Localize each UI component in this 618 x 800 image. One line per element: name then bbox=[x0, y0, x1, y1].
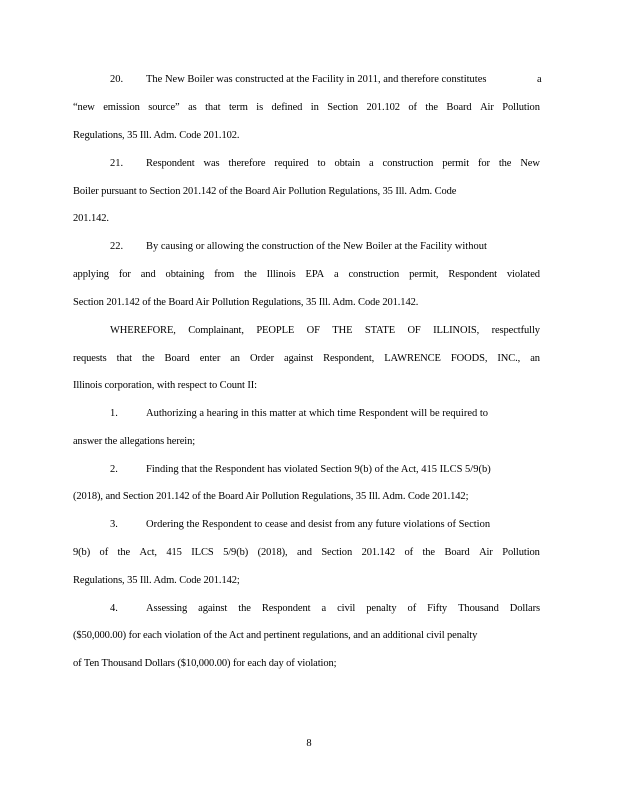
word: of bbox=[408, 102, 417, 113]
word: ILLINOIS, bbox=[433, 325, 480, 336]
paragraph-line: of Ten Thousand Dollars ($10,000.00) for each day of violation; bbox=[73, 658, 337, 669]
word: Air bbox=[480, 102, 494, 113]
word: Respondent bbox=[448, 269, 497, 280]
paragraph-line: Boiler pursuant to Section 201.142 of the Board Air Pollution Regulations, 35 Ill. Adm. Code bbox=[73, 186, 457, 197]
word: civil bbox=[337, 603, 356, 614]
word: WHEREFORE, bbox=[110, 325, 176, 336]
word: Pollution bbox=[502, 547, 540, 558]
word: therefore bbox=[228, 158, 266, 169]
word: of bbox=[404, 547, 413, 558]
word: Act, bbox=[139, 547, 157, 558]
word: PEOPLE bbox=[256, 325, 295, 336]
paragraph-line: ($50,000.00) for each violation of the Act and pertinent regulations, and an additional civil penalty bbox=[73, 630, 478, 641]
word: is bbox=[256, 102, 264, 113]
word: that bbox=[116, 353, 132, 364]
word: a bbox=[369, 158, 374, 169]
word: was bbox=[203, 158, 220, 169]
word: the bbox=[117, 547, 131, 558]
word: Board bbox=[444, 547, 470, 558]
word: Fifty bbox=[427, 603, 448, 614]
word: from bbox=[214, 269, 235, 280]
word: permit bbox=[442, 158, 470, 169]
word: applying bbox=[73, 269, 109, 280]
word: obtain bbox=[334, 158, 361, 169]
word: Assessing bbox=[146, 603, 188, 614]
paragraph-line bbox=[110, 324, 540, 337]
word: 201.102 bbox=[366, 102, 400, 113]
word: violated bbox=[506, 269, 540, 280]
word: the bbox=[244, 269, 257, 280]
word: the bbox=[425, 102, 438, 113]
word: Order bbox=[249, 353, 274, 364]
word: of bbox=[99, 547, 109, 558]
word: 9(b) bbox=[73, 547, 91, 558]
paragraph-number: 20. bbox=[110, 74, 124, 85]
word: term bbox=[228, 102, 248, 113]
word: construction bbox=[348, 269, 400, 280]
word: 201.142 bbox=[361, 547, 395, 558]
word: Complainant, bbox=[188, 325, 244, 336]
word: Respondent bbox=[261, 603, 311, 614]
paragraph-line: answer the allegations herein; bbox=[73, 436, 196, 447]
word: Pollution bbox=[502, 102, 540, 113]
page-number: 8 bbox=[306, 738, 312, 749]
word: permit, bbox=[409, 269, 439, 280]
item-text: Ordering the Respondent to cease and desist from any future violations of Section bbox=[146, 519, 491, 530]
word: as bbox=[188, 102, 197, 113]
word: EPA bbox=[305, 269, 325, 280]
word: Board bbox=[164, 353, 190, 364]
word: against bbox=[284, 353, 314, 364]
word: (2018), bbox=[257, 547, 288, 558]
paragraph-number: 21. bbox=[110, 158, 124, 169]
paragraph-line: Illinois corporation, with respect to Count II: bbox=[73, 380, 257, 391]
word: the bbox=[422, 547, 435, 558]
paragraph-line bbox=[73, 101, 540, 114]
word: defined bbox=[271, 102, 303, 113]
word: for bbox=[118, 269, 131, 280]
word: to bbox=[317, 158, 326, 169]
word: an bbox=[230, 353, 240, 364]
word: penalty bbox=[366, 603, 397, 614]
word: Section bbox=[321, 547, 353, 558]
word: respectfully bbox=[491, 325, 540, 336]
paragraph-text: By causing or allowing the construction of the New Boiler at the Facility without bbox=[146, 241, 487, 252]
word: INC., bbox=[497, 353, 521, 364]
word: OF bbox=[407, 325, 421, 336]
word: ILCS bbox=[191, 547, 214, 558]
word: OF bbox=[306, 325, 320, 336]
word: obtaining bbox=[165, 269, 205, 280]
paragraph-line bbox=[146, 602, 540, 615]
paragraph-line bbox=[73, 352, 540, 365]
word: of bbox=[407, 603, 417, 614]
paragraph-line: Section 201.142 of the Board Air Pollution Regulations, 35 Ill. Adm. Code 201.142. bbox=[73, 297, 419, 308]
word: Board bbox=[446, 102, 472, 113]
item-text: Finding that the Respondent has violated Section 9(b) of the Act, 415 ILCS 5/9(b) bbox=[146, 464, 491, 475]
word: Thousand bbox=[458, 603, 499, 614]
word: requests bbox=[73, 353, 107, 364]
word: STATE bbox=[364, 325, 396, 336]
paragraph-line: (2018), and Section 201.142 of the Board Air Pollution Regulations, 35 Ill. Adm. Code 201.142; bbox=[73, 491, 469, 502]
word: emission bbox=[103, 102, 140, 113]
word: the bbox=[498, 158, 512, 169]
word: FOODS, bbox=[450, 353, 488, 364]
word: Respondent bbox=[146, 158, 195, 169]
paragraph-line: Regulations, 35 Ill. Adm. Code 201.142; bbox=[73, 575, 240, 586]
paragraph-line: Regulations, 35 Ill. Adm. Code 201.102. bbox=[73, 130, 240, 141]
word: and bbox=[140, 269, 156, 280]
word: and bbox=[296, 547, 312, 558]
word: Air bbox=[479, 547, 493, 558]
paragraph-number: 22. bbox=[110, 241, 124, 252]
item-number: 3. bbox=[110, 519, 118, 530]
item-number: 1. bbox=[110, 408, 118, 419]
word: THE bbox=[332, 325, 353, 336]
word: 415 bbox=[166, 547, 182, 558]
word: that bbox=[205, 102, 221, 113]
word: LAWRENCE bbox=[384, 353, 441, 364]
word: source” bbox=[148, 102, 180, 113]
word: Respondent, bbox=[323, 353, 375, 364]
word: for bbox=[477, 158, 490, 169]
word: New bbox=[520, 158, 540, 169]
word: required bbox=[274, 158, 309, 169]
word: construction bbox=[382, 158, 434, 169]
paragraph-text: a bbox=[537, 74, 542, 85]
paragraph-line bbox=[73, 546, 540, 559]
word: an bbox=[530, 353, 540, 364]
word: 5/9(b) bbox=[223, 547, 249, 558]
item-number: 4. bbox=[110, 603, 118, 614]
word: in bbox=[310, 102, 319, 113]
paragraph-line: 201.142. bbox=[73, 213, 109, 224]
word: a bbox=[334, 269, 339, 280]
item-number: 2. bbox=[110, 464, 118, 475]
paragraph-text: The New Boiler was constructed at the Facility in 2011, and therefore constitutes bbox=[146, 74, 487, 85]
paragraph-line bbox=[73, 268, 540, 281]
word: against bbox=[198, 603, 228, 614]
word: Section bbox=[327, 102, 359, 113]
paragraph-line bbox=[146, 157, 540, 170]
word: enter bbox=[199, 353, 221, 364]
item-text: Authorizing a hearing in this matter at which time Respondent will be required to bbox=[146, 408, 489, 419]
word: a bbox=[321, 603, 327, 614]
word: Illinois bbox=[266, 269, 296, 280]
word: the bbox=[142, 353, 155, 364]
word: the bbox=[238, 603, 251, 614]
word: Dollars bbox=[509, 603, 540, 614]
word: “new bbox=[73, 102, 95, 113]
